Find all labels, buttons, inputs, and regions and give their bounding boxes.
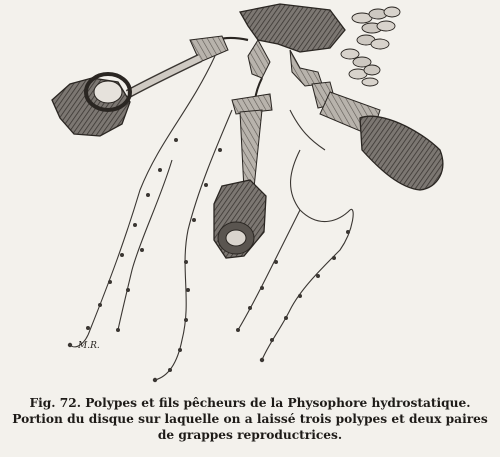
caption-line-1: Fig. 72. Polypes et fils pêcheurs de la Physophore hydrostatique. [29, 396, 471, 410]
figure-caption [0, 395, 500, 443]
polyp-middle [214, 78, 272, 258]
polyp-left [52, 36, 248, 136]
artist-signature: M.R. [78, 341, 100, 351]
reproductive-cluster-right [341, 49, 380, 86]
reproductive-cluster-top [352, 7, 400, 49]
caption-line-2: Portion du disque sur laquelle on a laissé trois polypes et deux paires [12, 412, 488, 426]
central-disc [240, 4, 345, 86]
filament-tips [68, 138, 350, 382]
caption-line-3: de grappes reproductrices. [157, 428, 343, 442]
polyp-right [312, 82, 443, 190]
